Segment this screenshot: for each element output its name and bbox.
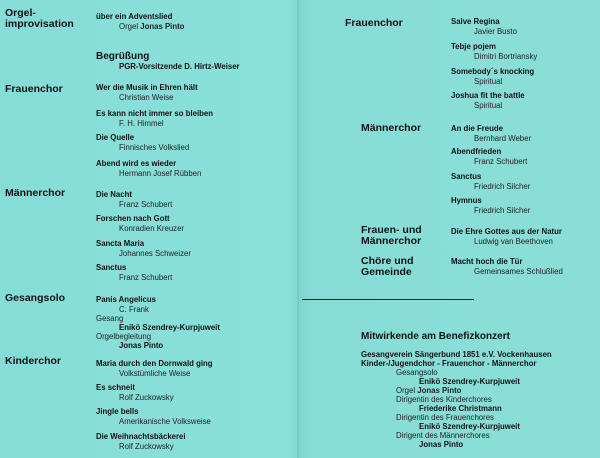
piece-composer: Friedrich Silcher xyxy=(474,182,531,191)
piece-title: Es schneit xyxy=(96,383,135,392)
piece-title: Jingle bells xyxy=(96,407,139,416)
piece-title: Maria durch den Dornwald ging xyxy=(96,359,213,368)
piece-composer: Friedrich Silcher xyxy=(474,206,531,215)
piece-title: Sanctus xyxy=(451,172,482,181)
section-maennerchor-right: Männerchor xyxy=(361,122,422,134)
section-frauenchor: Frauenchor xyxy=(5,83,63,95)
begruessung-title: Begrüßung xyxy=(96,51,150,62)
piece-title: Die Nacht xyxy=(96,190,132,199)
piece-title: Abend wird es wieder xyxy=(96,159,177,168)
orgel-title: über ein Adventslied xyxy=(96,12,173,21)
orgel-credit: Orgel Jonas Pinto xyxy=(396,386,462,395)
piece-composer: Spiritual xyxy=(474,77,503,86)
solo-gesang-name: Enikö Szendrey-Kurpjuweit xyxy=(119,323,220,332)
section-maennerchor: Männerchor xyxy=(5,187,66,199)
mitwirkende-choere: Kinder-/Jugendchor - Frauenchor - Männerchor xyxy=(361,359,537,368)
section-frauenchor-right: Frauenchor xyxy=(345,17,403,29)
begruessung-speaker: PGR-Vorsitzende D. Hirtz-Weiser xyxy=(119,62,240,71)
piece-composer: Franz Schubert xyxy=(474,157,528,166)
piece-title: Die Quelle xyxy=(96,133,135,142)
piece-composer: Volkstümliche Weise xyxy=(119,369,191,378)
dir-kinder-name: Friederike Christmann xyxy=(419,404,502,413)
piece-title: Sanctus xyxy=(96,263,127,272)
piece-composer: Spiritual xyxy=(474,101,503,110)
solo-gesang-label: Gesang xyxy=(96,314,124,323)
dir-frauen-label: Dirigentin des Frauenchores xyxy=(396,413,494,422)
piece-composer: Rolf Zuckowsky xyxy=(119,442,174,451)
piece-composer: Konradien Kreuzer xyxy=(119,224,185,233)
gesangsolo-name: Enikö Szendrey-Kurpjuweit xyxy=(419,377,520,386)
piece-title: Es kann nicht immer so bleiben xyxy=(96,109,213,118)
section-kinderchor: Kinderchor xyxy=(5,355,62,367)
dir-frauen-name: Enikö Szendrey-Kurpjuweit xyxy=(419,422,520,431)
piece-composer: Finnisches Volkslied xyxy=(119,143,190,152)
piece-title: Joshua fit the battle xyxy=(451,91,525,100)
piece-composer: Franz Schubert xyxy=(119,200,173,209)
mitwirkende-verein: Gesangverein Sängerbund 1851 e.V. Vockenhausen xyxy=(361,350,552,359)
piece-title: Macht hoch die Tür xyxy=(451,257,523,266)
piece-title: Die Ehre Gottes aus der Natur xyxy=(451,227,562,236)
gesangsolo-label: Gesangsolo xyxy=(396,368,438,377)
piece-title: Abendfrieden xyxy=(451,147,502,156)
section-frauen-maennerchor: Frauen- und Männerchor xyxy=(361,224,422,247)
piece-composer: F. H. Himmel xyxy=(119,119,164,128)
piece-composer: Hermann Josef Rübben xyxy=(119,169,202,178)
piece-title: Hymnus xyxy=(451,196,482,205)
piece-title: An die Freude xyxy=(451,124,503,133)
piece-composer: Dimitri Bortriansky xyxy=(474,52,538,61)
piece-composer: Javier Busto xyxy=(474,27,517,36)
section-choere-gemeinde: Chöre und Gemeinde xyxy=(361,255,414,278)
piece-composer: Christian Weise xyxy=(119,93,174,102)
piece-title: Forschen nach Gott xyxy=(96,214,170,223)
piece-title: Tebje pojem xyxy=(451,42,496,51)
orgel-performer: Orgel Jonas Pinto xyxy=(119,22,185,31)
piece-composer: Amerikanische Volksweise xyxy=(119,417,211,426)
piece-composer: Gemeinsames Schlußlied xyxy=(474,267,563,276)
piece-title: Somebody´s knocking xyxy=(451,67,535,76)
piece-composer: Bernhard Weber xyxy=(474,134,532,143)
piece-composer: Ludwig van Beethoven xyxy=(474,237,553,246)
piece-composer: Franz Schubert xyxy=(119,273,173,282)
dir-maenner-name: Jonas Pinto xyxy=(419,440,464,449)
solo-title: Panis Angelicus xyxy=(96,295,156,304)
piece-composer: Johannes Schweizer xyxy=(119,249,191,258)
dir-kinder-label: Dirigentin des Kinderchores xyxy=(396,395,492,404)
solo-orgel-name: Jonas Pinto xyxy=(119,341,164,350)
section-orgelimprovisation: Orgel- improvisation xyxy=(5,7,74,30)
divider-line xyxy=(302,299,474,300)
piece-composer: Rolf Zuckowsky xyxy=(119,393,174,402)
piece-title: Sancta Maria xyxy=(96,239,145,248)
solo-orgel-label: Orgelbegleitung xyxy=(96,332,152,341)
piece-title: Wer die Musik in Ehren hält xyxy=(96,83,198,92)
piece-title: Die Weihnachtsbäckerei xyxy=(96,432,186,441)
mitwirkende-heading: Mitwirkende am Benefizkonzert xyxy=(361,331,510,342)
solo-composer: C. Frank xyxy=(119,305,149,314)
piece-title: Salve Regina xyxy=(451,17,500,26)
dir-maenner-label: Dirigent des Männerchores xyxy=(396,431,490,440)
page-fold xyxy=(297,0,300,458)
section-gesangsolo: Gesangsolo xyxy=(5,292,66,304)
